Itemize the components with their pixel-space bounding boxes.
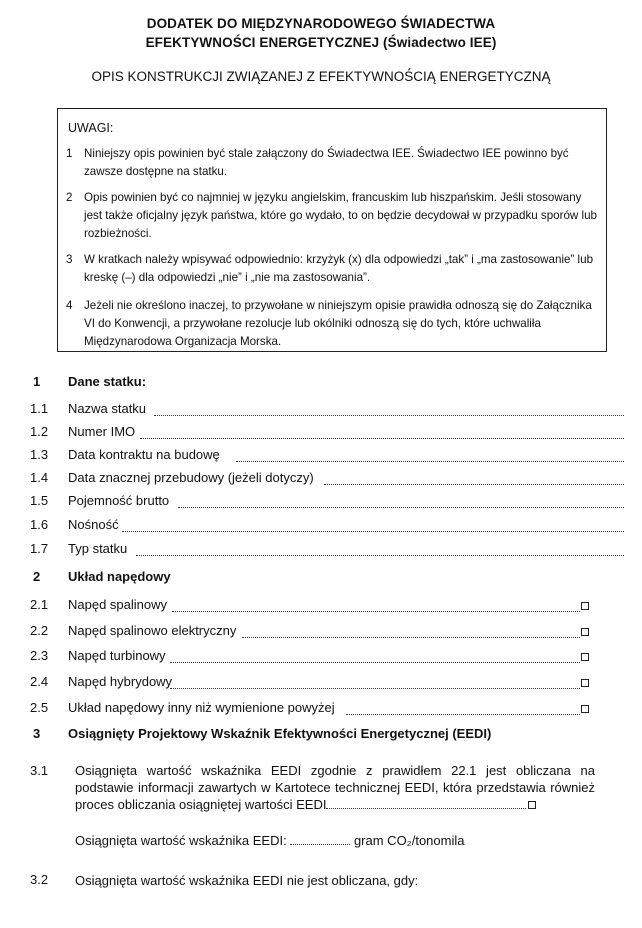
item-label: Data znacznej przebudowy (jeżeli dotyczy) [68,470,314,485]
note-number: 1 [66,147,73,160]
notes-box [57,108,607,352]
form-row-turbine-propulsion [0,648,642,668]
note-number: 3 [66,253,73,266]
item-number: 3.1 [30,763,49,778]
item-number: 2.1 [30,597,49,612]
form-row-conversion-date [0,470,642,490]
gross-tonnage-field[interactable] [178,495,624,508]
item-number: 1.2 [30,424,49,439]
leader-dots [170,650,580,663]
ship-name-field[interactable] [154,403,624,416]
leader-dots [326,796,526,809]
diesel-propulsion-checkbox[interactable] [581,602,589,610]
item-label: Data kontraktu na budowę [68,447,220,462]
leader-dots [242,625,580,638]
item-label: Pojemność brutto [68,493,170,508]
item-number: 2.5 [30,700,49,715]
attained-eedi-paragraph [75,762,595,813]
item-number: 1.5 [30,493,49,508]
section-heading [0,569,642,589]
form-row-diesel-propulsion [0,597,642,617]
item-label: Nośność [68,517,119,532]
section-heading [0,726,642,746]
item-number: 1.1 [30,401,49,416]
note-item [66,297,598,351]
eedi-not-calculated-text: Osiągnięta wartość wskaźnika EEDI nie jest obliczana, gdy: [75,873,419,888]
item-label: Układ napędowy inny niż wymienione powyżej [68,700,335,715]
item-label: Napęd turbinowy [68,648,166,663]
item-label: Nazwa statku [68,401,147,416]
item-number: 1.3 [30,447,49,462]
form-row-contract-date [0,447,642,467]
item-number: 1.6 [30,517,49,532]
deadweight-field[interactable] [122,519,624,532]
notes-heading: UWAGI: [68,121,114,135]
ship-type-field[interactable] [136,543,624,556]
note-item [66,189,598,243]
note-text: W kratkach należy wpisywać odpowiednio: krzyżyk (x) dla odpowiedzi „tak” i „ma zastosowanie” lub kreskę (–) dla odpowiedzi „nie” i „nie ma zastosowania”. [84,253,594,284]
form-row-hybrid-propulsion [0,674,642,694]
note-text: Jeżeli nie określono inaczej, to przywołane w niniejszym opisie prawidła odnoszą się do Załącznika VI do Konwencji, a przywołane rezolucje lub okólniki odnoszą się do tych, które uchwaliła Międzynarodowa Organizacja Morska. [84,299,592,348]
note-item [66,145,598,181]
eedi-calculated-checkbox[interactable] [528,801,536,809]
form-row-imo-number [0,424,642,444]
conversion-date-field[interactable] [324,472,624,485]
form-row-ship-type [0,541,642,561]
eedi-value-unit: gram CO₂/tonomila [353,833,465,848]
item-label: Napęd spalinowy [68,597,168,612]
note-text: Opis powinien być co najmniej w języku angielskim, francuskim lub hiszpańskim. Jeśli stosowany jest także oficjalny język państwa, które go wydało, to on będzie decydował w przypadku sporów lub rozbieżności. [84,191,597,240]
item-label: Napęd hybrydowy [68,674,173,689]
form-row-deadweight [0,517,642,537]
note-number: 4 [66,299,73,312]
section-number: 3 [33,726,41,741]
form-row-diesel-electric-propulsion [0,623,642,643]
item-label: Numer IMO [68,424,136,439]
form-row-ship-name [0,401,642,421]
item-number: 2.3 [30,648,49,663]
item-number: 2.2 [30,623,49,638]
section-title: Dane statku: [68,374,147,389]
form-row-other-propulsion [0,700,642,720]
document-subtitle: OPIS KONSTRUKCJI ZWIĄZANEJ Z EFEKTYWNOŚCIĄ ENERGETYCZNĄ [91,69,551,84]
leader-dots [170,676,580,689]
item-label: Napęd spalinowo elektryczny [68,623,237,638]
section-number: 2 [33,569,41,584]
section-title: Układ napędowy [68,569,171,584]
contract-date-field[interactable] [236,449,624,462]
section-title: Osiągnięty Projektowy Wskaźnik Efektywności Energetycznej (EEDI) [68,726,492,741]
imo-number-field[interactable] [140,426,624,439]
leader-dots [172,599,580,612]
paragraph-text: Osiągnięta wartość wskaźnika EEDI zgodnie z prawidłem 22.1 jest obliczana na podstawie informacji zawartych w Kartotece technicznej EEDI, która przedstawia również proces obliczania osiągniętej wartości EEDI [75,763,595,812]
note-text: Niniejszy opis powinien być stale załączony do Świadectwa IEE. Świadectwo IEE powinno być zawsze dostępne na statku. [84,147,569,178]
other-propulsion-checkbox[interactable] [581,705,589,713]
item-number: 2.4 [30,674,49,689]
section-heading [0,374,642,394]
form-row-gross-tonnage [0,493,642,513]
note-number: 2 [66,191,73,204]
note-item [66,251,598,287]
item-number: 1.4 [30,470,49,485]
eedi-value-label: Osiągnięta wartość wskaźnika EEDI: [75,833,287,848]
hybrid-propulsion-checkbox[interactable] [581,679,589,687]
item-label: Typ statku [68,541,128,556]
item-number: 3.2 [30,872,49,887]
section-number: 1 [33,374,41,389]
document-title-line-2: EFEKTYWNOŚCI ENERGETYCZNEJ (Świadectwo IEE) [145,35,497,50]
leader-dots [346,702,580,715]
eedi-value-field[interactable] [290,832,350,845]
turbine-propulsion-checkbox[interactable] [581,653,589,661]
document-title-line-1: DODATEK DO MIĘDZYNARODOWEGO ŚWIADECTWA [146,16,496,31]
diesel-electric-propulsion-checkbox[interactable] [581,628,589,636]
item-number: 1.7 [30,541,49,556]
attained-eedi-value-line [75,832,464,848]
